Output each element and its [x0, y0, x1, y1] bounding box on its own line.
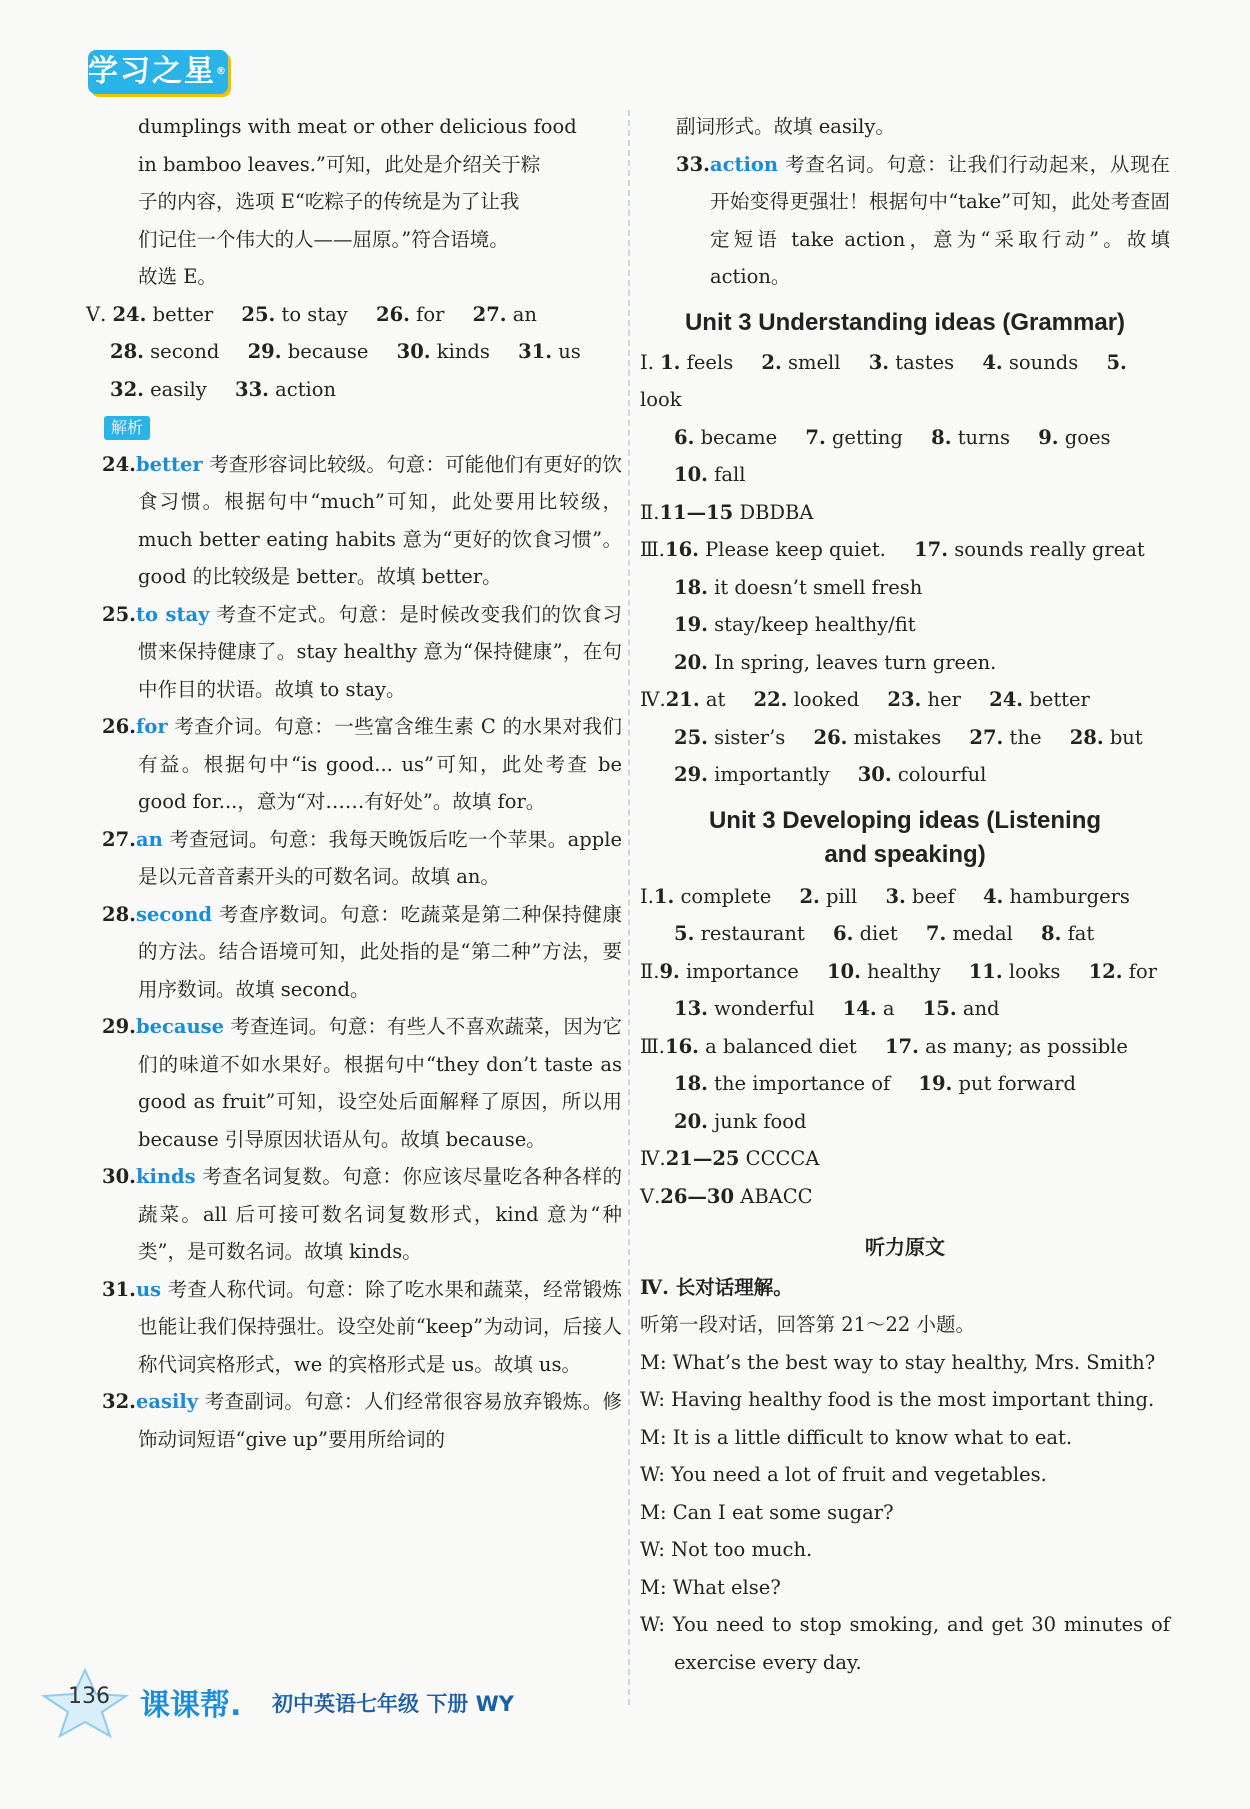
text-line: 们记住一个伟大的人——屈原。”符合语境。 [138, 227, 509, 251]
dialogue-line: M: What’s the best way to stay healthy, Mrs. Smith? [640, 1350, 1156, 1374]
answer-line: 18. the importance of 19. put forward [674, 1072, 1077, 1095]
dialogue-line: M: Can I eat some sugar? [640, 1500, 894, 1524]
text-line: in bamboo leaves.”可知，此处是介绍关于粽 [138, 152, 541, 176]
answer-line: Ⅴ.26—30 ABACC [640, 1184, 813, 1208]
answer-line: 29. importantly 30. colourful [674, 763, 987, 786]
explanation-item: 32.easily 考查副词。句意：人们经常很容易放弃锻炼。修饰动词短语“give up”要用所给词的 [102, 1390, 622, 1451]
page-number: 136 [68, 1684, 110, 1709]
answer-line: Ⅴ. 24. better 25. to stay 26. for 27. an [86, 302, 537, 326]
text-line: 故选 E。 [138, 265, 217, 288]
answer-line: 6. became 7. getting 8. turns 9. goes 10. fall [674, 425, 1111, 486]
answer-line: 25. sister’s 26. mistakes 27. the 28. but [674, 725, 1143, 749]
dialogue-line: M: It is a little difficult to know what to eat. [640, 1425, 1073, 1449]
explanation-item: 30.kinds 考查名词复数。句意：你应该尽量吃各种各样的蔬菜。all 后可接可数名词复数形式，kind 意为“种类”，是可数名词。故填 kinds。 [102, 1165, 622, 1263]
answer-line: Ⅳ.21—25 CCCCA [640, 1147, 820, 1170]
explanation-item: 26.for 考查介词。句意：一些富含维生素 C 的水果对我们有益。根据句中“is good... us”可知，此处考查 be good for...，意为“对……有好处”。故填 for。 [102, 715, 622, 813]
dialogue-line: W: Not too much. [640, 1538, 813, 1561]
text-line: 子的内容，选项 E“吃粽子的传统是为了让我 [138, 190, 520, 213]
page-footer [40, 1668, 640, 1728]
right-column [640, 108, 1170, 1681]
explanation-item: 29.because 考查连词。句意：有些人不喜欢蔬菜，因为它们的味道不如水果好。根据句中“they don’t taste as good as fruit”可知，设空处后面解释了原因，所以用 because 引导原因状语从句。故填 because。 [102, 1015, 622, 1151]
explanation-item: 28.second 考查序数词。句意：吃蔬菜是第二种保持健康的方法。结合语境可知，此处指的是“第二种”方法，要用序数词。故填 second。 [102, 902, 622, 1001]
footer-brand: 课课帮. [140, 1688, 242, 1723]
answer-line: 5. restaurant 6. diet 7. medal 8. fat [674, 922, 1095, 945]
left-column [86, 108, 623, 1458]
answer-line: Ⅰ.1. complete 2. pill 3. beef 4. hamburgers [640, 884, 1130, 908]
answer-line: 20. junk food [674, 1109, 807, 1133]
column-divider [628, 110, 630, 1705]
section-title-developing: Unit 3 Developing ideas (Listening and speaking) [708, 806, 1102, 868]
explanation-item: 25.to stay 考查不定式。句意：是时候改变我们的饮食习惯来保持健康了。stay healthy 意为“保持健康”，在句中作目的状语。故填 to stay。 [102, 602, 622, 701]
answer-line: 28. second 29. because 30. kinds 31. us [110, 340, 581, 363]
answer-line: Ⅱ.9. importance 10. healthy 11. looks 12. for [640, 959, 1158, 983]
footer-subtitle: 初中英语七年级 下册 WY [272, 1692, 514, 1716]
section-title-grammar: Unit 3 Understanding ideas (Grammar) [684, 308, 1126, 336]
answer-line: 20. In spring, leaves turn green. [674, 650, 997, 674]
dialogue-line: W: You need to stop smoking, and get 30 minutes of exercise every day. [640, 1613, 1170, 1674]
listening-subhead: Ⅳ. 长对话理解。 [640, 1275, 793, 1299]
explanation-item: 27.an 考查冠词。句意：我每天晚饭后吃一个苹果。apple 是以元音音素开头的可数名词。故填 an。 [102, 827, 623, 888]
answer-line: 19. stay/keep healthy/fit [674, 613, 916, 636]
dialogue-line: M: What else? [640, 1575, 781, 1599]
text-line: 副词形式。故填 easily。 [676, 115, 895, 138]
explanation-item: 24.better 考查形容词比较级。句意：可能他们有更好的饮食习惯。根据句中“much”可知，此处要用比较级，much better eating habits 意为“更好的饮食习惯”。good 的比较级是 better。故填 better。 [102, 452, 622, 588]
explanation-tag: 解析 [84, 408, 622, 446]
dialogue-line: W: Having healthy food is the most important thing. [640, 1388, 1155, 1411]
answer-line: Ⅲ.16. a balanced diet 17. as many; as possible [640, 1034, 1128, 1058]
text-line: dumplings with meat or other delicious food [138, 115, 577, 138]
answer-line: Ⅱ.11—15 DBDBA [640, 500, 814, 524]
answer-line: Ⅲ.16. Please keep quiet. 17. sounds really great [640, 538, 1145, 561]
answer-line: Ⅳ.21. at 22. looked 23. her 24. better [640, 688, 1090, 711]
explanation-item: 33.action 考查名词。句意：让我们行动起来，从现在开始变得更强壮！根据句中“take”可知，此处考查固定短语 take action，意为“采取行动”。故填 action。 [676, 152, 1170, 288]
listening-title: 听力原文 [865, 1235, 945, 1259]
listening-intro: 听第一段对话，回答第 21～22 小题。 [640, 1313, 976, 1336]
answer-line: 32. easily 33. action [110, 377, 337, 401]
answer-line: 18. it doesn’t smell fresh [674, 575, 923, 599]
dialogue-line: W: You need a lot of fruit and vegetables. [640, 1463, 1047, 1486]
answer-line: 13. wonderful 14. a 15. and [674, 997, 1000, 1020]
explanation-item: 31.us 考查人称代词。句意：除了吃水果和蔬菜，经常锻炼也能让我们保持强壮。设空处前“keep”为动词，后接人称代词宾格形式，we 的宾格形式是 us。故填 us。 [102, 1277, 622, 1376]
publisher-logo: 学习之星® [88, 50, 228, 94]
answer-line: Ⅰ. 1. feels 2. smell 3. tastes 4. sounds 5. look [640, 350, 1127, 411]
